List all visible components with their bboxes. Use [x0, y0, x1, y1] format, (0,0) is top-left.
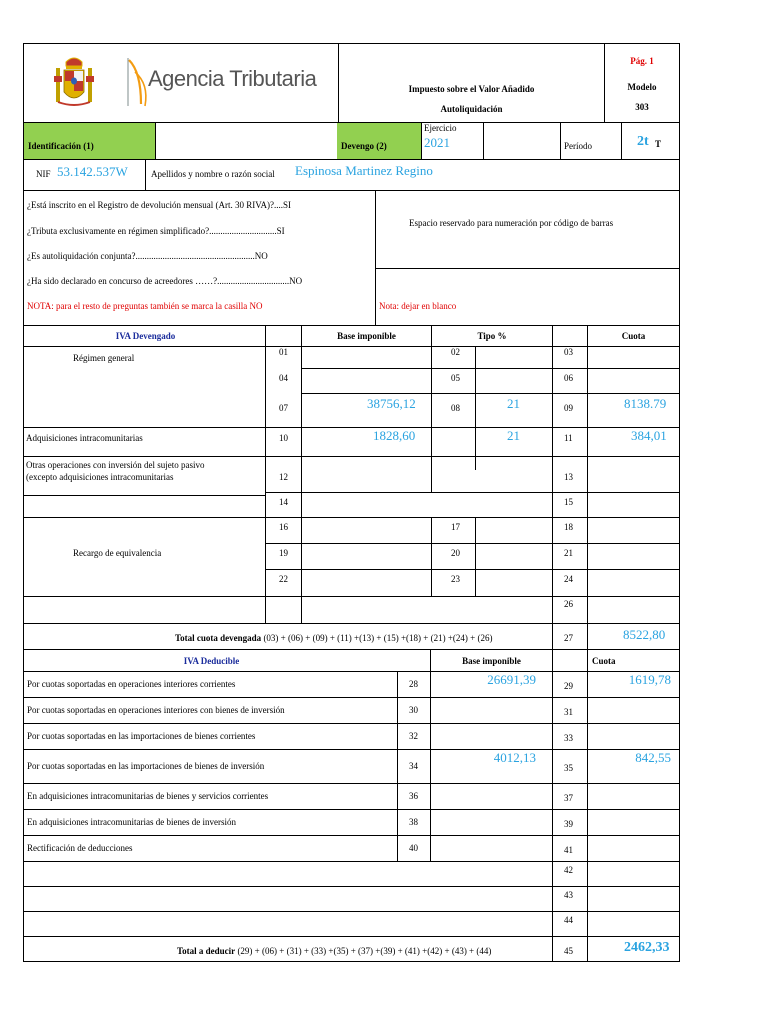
deducible-cuota-box-cell — [552, 723, 588, 750]
deducible-cuota-box-cell — [552, 697, 588, 724]
tipo-header-cell — [431, 325, 553, 347]
identification-field[interactable] — [155, 122, 338, 160]
tax-form-303 — [23, 43, 680, 962]
question-autoliquidacion-conjunta: ¿Es autoliquidación conjunta?.....................................................NO — [27, 251, 268, 261]
ejercicio-label: Ejercicio — [424, 123, 457, 133]
devengo-label: Devengo (2) — [341, 141, 387, 151]
box-17: 17 — [451, 522, 460, 532]
deducible-base-value-cell[interactable] — [430, 697, 553, 724]
deducible-row-label: Por cuotas soportadas en operaciones interiores con bienes de inversión — [27, 705, 285, 715]
deducible-row-label-cell — [23, 749, 398, 784]
deducible-base-value-cell[interactable] — [430, 671, 553, 698]
box-16: 16 — [279, 522, 288, 532]
grid-line — [587, 346, 588, 624]
total-deducir-label — [177, 946, 491, 956]
box-10-tipo-value: 21 — [507, 428, 520, 443]
nif-value: 53.142.537W — [57, 164, 128, 179]
page-number: Pág. 1 — [630, 56, 654, 66]
box-45: 45 — [564, 946, 573, 956]
box-23: 23 — [451, 574, 460, 584]
box-10-base-value: 1828,60 — [373, 428, 416, 443]
grid-line — [301, 368, 680, 369]
deducible-base-box-number: 30 — [409, 705, 418, 715]
deducible-base-box-number: 28 — [409, 679, 418, 689]
box-08-tipo-value: 21 — [507, 396, 520, 411]
deducible-row-label: Por cuotas soportadas en operaciones interiores corrientes — [27, 679, 236, 689]
deducible-cuota-box-cell — [552, 809, 588, 836]
total-deducir-title: Total a deducir — [177, 946, 236, 956]
grid-line — [265, 492, 680, 493]
grid-line — [23, 517, 680, 518]
base-imponible-header: Base imponible — [337, 331, 396, 341]
question-concurso-acreedores: ¿Ha sido declarado en concurso de acreedores ……?................................NO — [27, 276, 303, 286]
grid-line — [301, 346, 302, 624]
deducible-row-label-cell — [23, 809, 398, 836]
grid-line — [431, 517, 432, 596]
deducible-cuota-header: Cuota — [592, 656, 616, 666]
grid-line — [265, 569, 680, 570]
deducible-row-label: En adquisiciones intracomunitarias de bienes y servicios corrientes — [27, 791, 269, 801]
ejercicio-value: 2021 — [424, 135, 450, 150]
identification-label: Identificación (1) — [28, 141, 94, 151]
deducible-base-box-cell — [397, 835, 431, 862]
deducible-row-label: Por cuotas soportadas en las importaciones de bienes de inversión — [27, 761, 265, 771]
grid-line — [265, 346, 266, 624]
deducible-base-box-cell — [397, 697, 431, 724]
header-blank-2 — [552, 325, 588, 347]
box-26: 26 — [564, 599, 573, 609]
regimen-general-label: Régimen general — [73, 353, 135, 363]
deducible-cuota-value-cell[interactable] — [587, 671, 680, 698]
deducible-base-box-number: 34 — [409, 761, 418, 771]
deducible-cuota-box-number: 39 — [564, 819, 573, 829]
total-deducir-label-cell — [23, 936, 553, 962]
deducible-row-label-cell — [23, 783, 398, 810]
cuota-header: Cuota — [621, 331, 646, 341]
grid-line — [679, 346, 680, 624]
deducible-extra-value-cell[interactable] — [587, 861, 680, 887]
periodo-label: Período — [564, 141, 592, 151]
deducible-cuota-box-cell — [552, 783, 588, 810]
model-cell — [604, 43, 680, 123]
box-06: 06 — [564, 373, 573, 383]
deducible-cuota-box-number: 33 — [564, 733, 573, 743]
modelo-label: Modelo — [627, 82, 657, 92]
total-devengada-label-cell — [23, 623, 553, 650]
deducible-base-box-cell — [397, 723, 431, 750]
note-right: Nota: dejar en blanco — [379, 301, 457, 311]
deducible-row-label: Por cuotas soportadas en las importaciones de bienes corrientes — [27, 731, 256, 741]
deducible-cuota-box-cell — [552, 749, 588, 784]
deducible-extra-row-label-cell — [23, 886, 553, 912]
deducible-base-header-cell — [430, 649, 553, 672]
deducible-base-box-number: 40 — [409, 843, 418, 853]
deducible-base-value-cell[interactable] — [430, 723, 553, 750]
box-10: 10 — [279, 433, 288, 443]
base-header-cell — [301, 325, 432, 347]
box-08: 08 — [451, 403, 460, 413]
name-label: Apellidos y nombre o razón social — [151, 169, 275, 179]
box-01: 01 — [279, 347, 288, 357]
box-27-value-cell[interactable] — [587, 623, 680, 650]
deducible-cuota-box-number: 41 — [564, 845, 573, 855]
periodo-label-cell — [560, 122, 622, 160]
total-devengada-label — [175, 633, 492, 643]
grid-line — [23, 346, 24, 624]
question-regimen-simplificado: ¿Tributa exclusivamente en régimen simplificado?..............................SI — [27, 226, 285, 236]
deducible-extra-value-cell[interactable] — [587, 886, 680, 912]
devengo-label-cell — [337, 122, 422, 160]
periodo-value-cell[interactable] — [621, 122, 680, 160]
deducible-base-value-cell[interactable] — [430, 835, 553, 862]
deducible-base-box-number: 38 — [409, 817, 418, 827]
iva-deducible-title: IVA Deducible — [183, 656, 240, 666]
deducible-row-label-cell — [23, 697, 398, 724]
box-13: 13 — [564, 472, 573, 482]
name-cell[interactable] — [145, 159, 680, 191]
box-07-base-value: 38756,12 — [367, 396, 416, 411]
deducible-row-label: En adquisiciones intracomunitarias de bienes de inversión — [27, 817, 236, 827]
box-12: 12 — [279, 472, 288, 482]
box-14: 14 — [279, 497, 288, 507]
recargo-equivalencia-label: Recargo de equivalencia — [73, 548, 162, 558]
note-left: NOTA: para el resto de preguntas también se marca la casilla NO — [27, 301, 263, 311]
deducible-extra-box-number: 44 — [564, 915, 573, 925]
deducible-base-value-cell[interactable] — [430, 749, 553, 784]
tipo-header: Tipo % — [477, 331, 507, 341]
grid-line — [552, 346, 553, 624]
title-cell — [338, 43, 605, 123]
deducible-cuota-box-number: 29 — [564, 681, 573, 691]
deducible-extra-box-number: 42 — [564, 865, 573, 875]
questions-cell — [23, 190, 376, 326]
grid-line — [265, 543, 680, 544]
grid-line — [475, 517, 476, 596]
box-05: 05 — [451, 373, 460, 383]
coat-of-arms-icon — [54, 54, 94, 112]
periodo-suffix: T — [655, 139, 662, 149]
total-deducir-value: 2462,33 — [624, 940, 670, 955]
barcode-cell — [375, 190, 680, 269]
deducible-extra-row-label-cell — [23, 911, 553, 937]
grid-line — [23, 495, 266, 496]
total-deducir-formula: (29) + (06) + (31) + (33) +(35) + (37) +(39) + (41) +(42) + (43) + (44) — [237, 946, 492, 956]
form-title: Impuesto sobre el Valor Añadido — [408, 84, 535, 94]
deducible-base-box-cell — [397, 749, 431, 784]
deducible-row-label-cell — [23, 835, 398, 862]
deducible-cuota-value: 1619,78 — [628, 672, 671, 687]
devengado-title-cell — [23, 325, 266, 347]
box-45-number-cell — [552, 936, 588, 962]
deducible-cuota-box-number: 35 — [564, 763, 573, 773]
form-subtitle: Autoliquidación — [440, 104, 503, 114]
otras-operaciones-label-2: (excepto adquisiciones intracomunitarias — [26, 472, 174, 482]
box-21: 21 — [564, 548, 573, 558]
deducible-cuota-value-cell[interactable] — [587, 835, 680, 862]
box-45-value-cell[interactable] — [587, 936, 680, 962]
deducible-base-box-cell — [397, 783, 431, 810]
otras-operaciones-label-1: Otras operaciones con inversión del sujeto pasivo — [26, 460, 205, 470]
deducible-cuota-value-cell[interactable] — [587, 697, 680, 724]
deducible-cuota-value-cell[interactable] — [587, 783, 680, 810]
deducible-cuota-value: 842,55 — [635, 750, 671, 765]
deducible-row-label: Rectificación de deducciones — [27, 843, 133, 853]
deducible-extra-row-label-cell — [23, 861, 553, 887]
grid-line — [475, 346, 476, 470]
header-blank-1 — [265, 325, 302, 347]
nif-cell[interactable] — [23, 159, 146, 191]
agency-name: Agencia Tributaria — [148, 66, 317, 91]
deducible-cuota-box-cell — [552, 671, 588, 698]
box-11-cuota-value: 384,01 — [631, 428, 667, 443]
deducible-title-cell — [23, 649, 431, 672]
total-devengada-title: Total cuota devengada — [175, 633, 262, 643]
total-devengada-value: 8522,80 — [623, 627, 666, 642]
deducible-extra-value-cell[interactable] — [587, 911, 680, 937]
deducible-extra-box-cell — [552, 886, 588, 912]
box-04: 04 — [279, 373, 288, 383]
box-19: 19 — [279, 548, 288, 558]
deducible-row-label-cell — [23, 671, 398, 698]
total-devengada-formula: (03) + (06) + (09) + (11) +(13) + (15) +(18) + (21) +(24) + (26) — [263, 633, 493, 643]
box-11: 11 — [564, 433, 573, 443]
grid-line — [301, 393, 680, 394]
deducible-base-box-cell — [397, 809, 431, 836]
box-03: 03 — [564, 347, 573, 357]
deducible-base-box-cell — [397, 671, 431, 698]
box-18: 18 — [564, 522, 573, 532]
box-20: 20 — [451, 548, 460, 558]
box-27-number-cell — [552, 623, 588, 650]
name-value: Espinosa Martinez Regino — [295, 163, 433, 178]
deducible-base-value: 4012,13 — [493, 750, 536, 765]
deducible-base-box-number: 36 — [409, 791, 418, 801]
deducible-cuota-box-cell — [552, 835, 588, 862]
adquisiciones-label: Adquisiciones intracomunitarias — [26, 433, 143, 443]
deducible-extra-box-number: 43 — [564, 890, 573, 900]
periodo-value: 2t — [637, 134, 649, 149]
box-09: 09 — [564, 403, 573, 413]
ejercicio-extra-cell[interactable] — [483, 122, 561, 160]
deducible-extra-box-cell — [552, 861, 588, 887]
deducible-extra-box-cell — [552, 911, 588, 937]
deducible-row-label-cell — [23, 723, 398, 750]
identification-label-cell — [23, 122, 156, 160]
ejercicio-cell[interactable] — [421, 122, 484, 160]
deducible-cuota-value-cell[interactable] — [587, 809, 680, 836]
box-27: 27 — [564, 633, 573, 643]
grid-line — [23, 427, 680, 428]
deducible-cuota-header-cell — [587, 649, 680, 672]
deducible-header-blank — [552, 649, 588, 672]
deducible-base-value: 26691,39 — [487, 672, 536, 687]
deducible-cuota-box-number: 31 — [564, 707, 573, 717]
grid-line — [23, 456, 680, 457]
box-22: 22 — [279, 574, 288, 584]
deducible-cuota-value-cell[interactable] — [587, 723, 680, 750]
deducible-base-box-number: 32 — [409, 731, 418, 741]
box-07: 07 — [279, 403, 288, 413]
grid-line — [23, 596, 680, 597]
barcode-reserved-text: Espacio reservado para numeración por código de barras — [409, 218, 614, 228]
deducible-cuota-box-number: 37 — [564, 793, 573, 803]
box-09-cuota-value: 8138.79 — [624, 396, 667, 411]
deducible-base-value-cell[interactable] — [430, 809, 553, 836]
deducible-base-value-cell[interactable] — [430, 783, 553, 810]
question-registro-devolucion: ¿Está inscrito en el Registro de devolución mensual (Art. 30 RIVA)?....SI — [27, 200, 292, 210]
modelo-number: 303 — [635, 102, 649, 112]
box-02: 02 — [451, 347, 460, 357]
logo-cell — [23, 43, 339, 123]
iva-devengado-title: IVA Devengado — [115, 331, 176, 341]
note-right-cell — [375, 268, 680, 326]
cuota-header-cell — [587, 325, 680, 347]
box-24: 24 — [564, 574, 573, 584]
deducible-base-header: Base imponible — [462, 656, 521, 666]
box-15: 15 — [564, 497, 573, 507]
deducible-cuota-value-cell[interactable] — [587, 749, 680, 784]
nif-label: NIF — [36, 169, 51, 179]
